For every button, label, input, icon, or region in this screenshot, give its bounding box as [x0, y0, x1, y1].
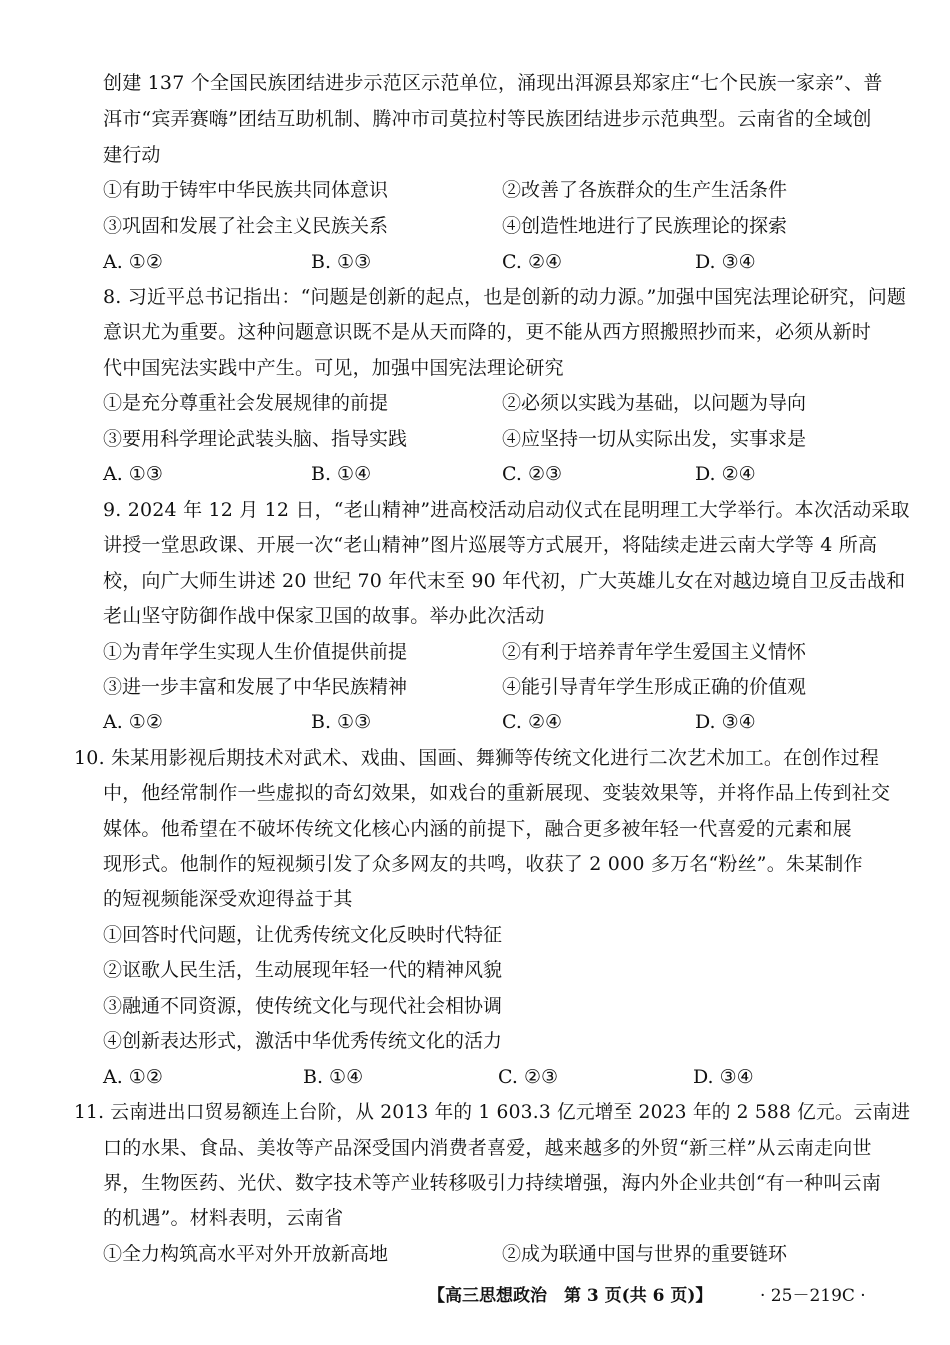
- q10-stem-line-2: 中，他经常制作一些虚拟的奇幻效果，如戏台的重新展现、变装效果等，并将作品上传到社交: [103, 782, 891, 804]
- q11-stem-line-3: 界，生物医药、光伏、数字技术等产业转移吸引力持续增强，海内外企业共创“有一种叫云南: [103, 1172, 881, 1194]
- q9-choice-a: A. ①②: [103, 711, 163, 733]
- q7-choice-b: B. ①③: [311, 251, 372, 273]
- q9-choice-b: B. ①③: [311, 711, 372, 733]
- q8-choice-b: B. ①④: [311, 463, 372, 485]
- q11-stem-line-2: 口的水果、食品、美妆等产品深受国内消费者喜爱，越来越多的外贸“新三样”从云南走向世: [103, 1137, 872, 1159]
- q10-choice-c: C. ②③: [498, 1066, 559, 1088]
- q8-item-1: ①是充分尊重社会发展规律的前提: [103, 392, 389, 414]
- q8-stem-line-3: 代中国宪法实践中产生。可见，加强中国宪法理论研究: [103, 357, 564, 379]
- q10-item-3: ③融通不同资源，使传统文化与现代社会相协调: [103, 995, 503, 1017]
- q7-item-1: ①有助于铸牢中华民族共同体意识: [103, 179, 389, 201]
- q10-stem-line-5: 的短视频能深受欢迎得益于其: [103, 888, 353, 910]
- q9-item-3: ③进一步丰富和发展了中华民族精神: [103, 676, 408, 698]
- footer-page-info: 【高三思想政治 第 3 页(共 6 页)】: [428, 1286, 713, 1306]
- q8-stem-line-1: 8. 习近平总书记指出：“问题是创新的起点，也是创新的动力源。”加强中国宪法理论研究，问题: [103, 286, 907, 308]
- q10-stem-line-4: 现形式。他制作的短视频引发了众多网友的共鸣，收获了 2 000 多万名“粉丝”。朱某制作: [103, 853, 863, 875]
- q7-choice-d: D. ③④: [695, 251, 756, 273]
- q10-stem-line-1: 10. 朱某用影视后期技术对武术、戏曲、国画、舞狮等传统文化进行二次艺术加工。在创作过程: [74, 747, 880, 769]
- q8-choice-a: A. ①③: [103, 463, 163, 485]
- q10-choice-d: D. ③④: [693, 1066, 754, 1088]
- q8-item-2: ②必须以实践为基础，以问题为导向: [502, 392, 807, 414]
- footer-code: · 25－219C ·: [760, 1286, 866, 1306]
- q11-stem-line-4: 的机遇”。材料表明，云南省: [103, 1207, 344, 1229]
- q9-stem-line-1: 9. 2024 年 12 月 12 日，“老山精神”进高校活动启动仪式在昆明理工大学举行。本次活动采取: [103, 499, 910, 521]
- q8-item-4: ④应坚持一切从实际出发，实事求是: [502, 428, 807, 450]
- q9-stem-line-3: 校，向广大师生讲述 20 世纪 70 年代末至 90 年代初，广大英雄儿女在对越边境自卫反击战和: [103, 570, 906, 592]
- q10-stem-line-3: 媒体。他希望在不破坏传统文化核心内涵的前提下，融合更多被年轻一代喜爱的元素和展: [103, 818, 852, 840]
- q10-item-4: ④创新表达形式，激活中华优秀传统文化的活力: [103, 1030, 503, 1052]
- q11-item-2: ②成为联通中国与世界的重要链环: [502, 1243, 788, 1265]
- q8-item-3: ③要用科学理论武装头脑、指导实践: [103, 428, 408, 450]
- q7-item-2: ②改善了各族群众的生产生活条件: [502, 179, 788, 201]
- q8-choice-c: C. ②③: [502, 463, 563, 485]
- q7-item-4: ④创造性地进行了民族理论的探索: [502, 215, 788, 237]
- q7-choice-c: C. ②④: [502, 251, 563, 273]
- q9-item-1: ①为青年学生实现人生价值提供前提: [103, 641, 408, 663]
- q7-choice-a: A. ①②: [103, 251, 163, 273]
- q9-choice-c: C. ②④: [502, 711, 563, 733]
- q7-stem-line-3: 建行动: [103, 144, 161, 166]
- q7-stem-line-2: 洱市“宾弄赛嗨”团结互助机制、腾冲市司莫拉村等民族团结进步示范典型。云南省的全域创: [103, 108, 872, 130]
- q9-item-2: ②有利于培养青年学生爱国主义情怀: [502, 641, 807, 663]
- q10-choice-a: A. ①②: [103, 1066, 163, 1088]
- q10-item-1: ①回答时代问题，让优秀传统文化反映时代特征: [103, 924, 503, 946]
- q8-choice-d: D. ②④: [695, 463, 756, 485]
- q7-item-3: ③巩固和发展了社会主义民族关系: [103, 215, 389, 237]
- q10-choice-b: B. ①④: [303, 1066, 364, 1088]
- q8-stem-line-2: 意识尤为重要。这种问题意识既不是从天而降的，更不能从西方照搬照抄而来，必须从新时: [103, 321, 872, 343]
- q9-stem-line-4: 老山坚守防御作战中保家卫国的故事。举办此次活动: [103, 605, 545, 627]
- q9-stem-line-2: 讲授一堂思政课、开展一次“老山精神”图片巡展等方式展开，将陆续走进云南大学等 4 所高: [103, 534, 878, 556]
- q10-item-2: ②讴歌人民生活，生动展现年轻一代的精神风貌: [103, 959, 503, 981]
- q7-stem-line-1: 创建 137 个全国民族团结进步示范区示范单位，涌现出洱源县郑家庄“七个民族一家亲”、普: [103, 72, 883, 94]
- q11-stem-line-1: 11. 云南进出口贸易额连上台阶，从 2013 年的 1 603.3 亿元增至 2023 年的 2 588 亿元。云南进: [74, 1101, 911, 1123]
- q11-item-1: ①全力构筑高水平对外开放新高地: [103, 1243, 389, 1265]
- q9-item-4: ④能引导青年学生形成正确的价值观: [502, 676, 807, 698]
- q9-choice-d: D. ③④: [695, 711, 756, 733]
- page-footer: [0, 1283, 950, 1309]
